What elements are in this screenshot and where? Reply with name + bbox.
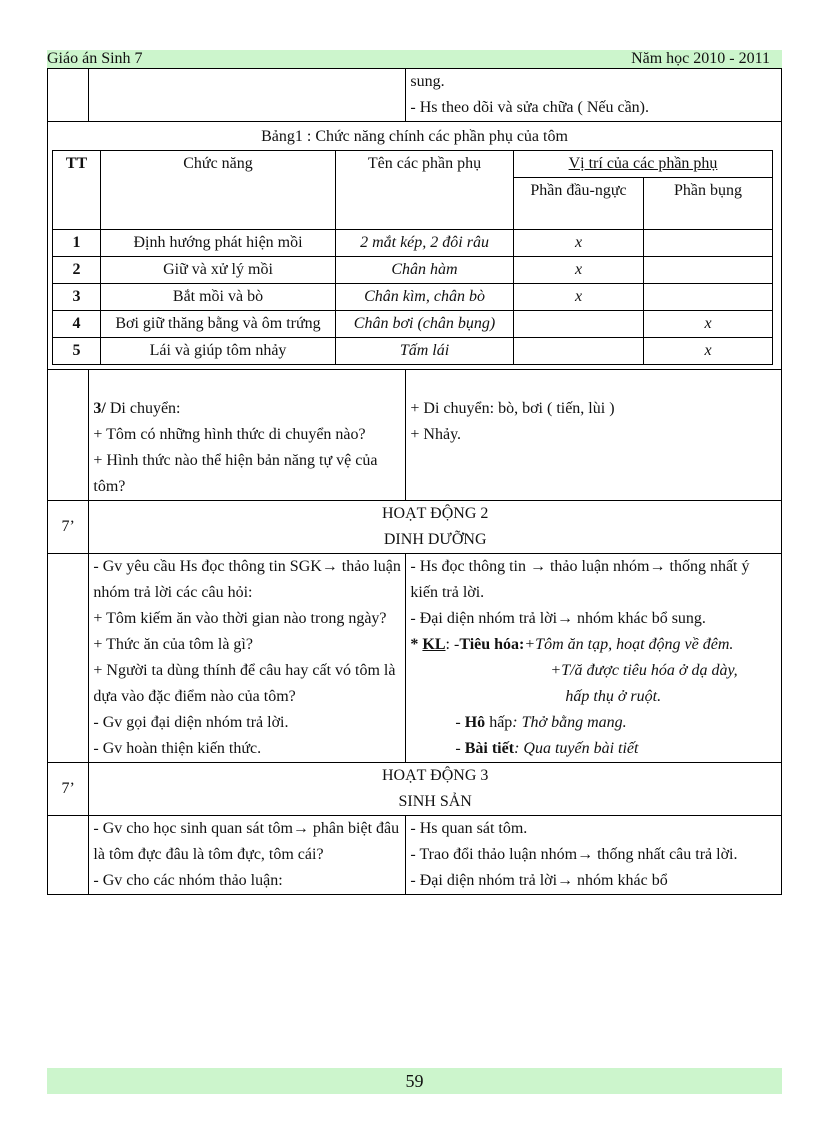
- col-head: Phần đầu-ngực: [514, 178, 644, 230]
- table-row: [48, 69, 782, 122]
- page-footer: [47, 1068, 782, 1094]
- activity2-conclusion-3: hấp thụ ở ruột.: [565, 688, 662, 705]
- activity2-breathing: - Hô hấp: Thở bằng mang.: [455, 714, 627, 731]
- section3-q1: + Tôm có những hình thức di chuyển nào?: [93, 426, 366, 443]
- section3-q2: + Hình thức nào thể hiện bản năng tự vệ của tôm?: [93, 452, 378, 495]
- page-header: [47, 50, 782, 69]
- section3-heading: 3/ Di chuyển:: [93, 400, 181, 417]
- activity2-teacher-5: - Gv gọi đại diện nhóm trả lời.: [93, 714, 289, 731]
- lesson-table: [47, 68, 782, 895]
- activity3-teacher-1: - Gv cho học sinh quan sát tôm→ phân biệt đâu là tôm đực đâu là tôm đực, tôm cái?: [93, 820, 400, 863]
- table-row: [48, 763, 782, 816]
- table-row: 1 Định hướng phát hiện mồi 2 mắt kép, 2 đôi râu x: [53, 230, 773, 257]
- page-number: 59: [405, 1071, 424, 1091]
- top-line-2: - Hs theo dõi và sửa chữa ( Nếu cần).: [410, 99, 649, 116]
- table-row: 3 Bắt mồi và bò Chân kìm, chân bò x: [53, 284, 773, 311]
- activity2-teacher-2: + Tôm kiếm ăn vào thời gian nào trong ngày?: [93, 610, 387, 627]
- table-row: [48, 501, 782, 554]
- activity3-student-1: - Hs quan sát tôm.: [410, 820, 528, 837]
- activity3-title: HOẠT ĐỘNG 3: [382, 767, 489, 784]
- activity2-teacher-6: - Gv hoàn thiện kiến thức.: [93, 740, 262, 757]
- activity2-title: HOẠT ĐỘNG 2: [382, 505, 489, 522]
- activity3-teacher-2: - Gv cho các nhóm thảo luận:: [93, 872, 283, 889]
- section3-a2: + Nhảy.: [410, 426, 462, 443]
- table-row: [48, 370, 782, 501]
- header-left: Giáo án Sinh 7: [47, 50, 143, 67]
- activity2-time: 7’: [48, 501, 89, 554]
- top-line-1: sung.: [410, 73, 445, 90]
- activity2-teacher-1: - Gv yêu cầu Hs đọc thông tin SGK→ thảo luận nhóm trả lời các câu hỏi:: [93, 558, 401, 601]
- table-row: [48, 554, 782, 763]
- function-table: [52, 150, 773, 365]
- header-right: Năm học 2010 - 2011: [631, 50, 770, 67]
- table-row: 4 Bơi giữ thăng bằng và ôm trứng Chân bơi (chân bụng) x: [53, 311, 773, 338]
- section3-a1: + Di chuyển: bò, bơi ( tiến, lùi ): [410, 400, 615, 417]
- col-position: Vị trí của các phần phụ: [514, 151, 773, 178]
- col-function: Chức năng: [101, 151, 336, 230]
- activity3-time: 7’: [48, 763, 89, 816]
- activity2-teacher-3: + Thức ăn của tôm là gì?: [93, 636, 253, 653]
- activity2-excretion: - Bài tiết: Qua tuyến bài tiết: [455, 740, 639, 757]
- table1-title: Bảng1 : Chức năng chính các phần phụ của tôm: [261, 128, 568, 145]
- activity3-subtitle: SINH SẢN: [398, 793, 472, 810]
- activity3-student-2: - Trao đổi thảo luận nhóm→ thống nhất câu trả lời.: [410, 846, 738, 863]
- table1-block: [48, 122, 782, 370]
- col-parts: Tên các phần phụ: [336, 151, 514, 230]
- table-row: 2 Giữ và xử lý mồi Chân hàm x: [53, 257, 773, 284]
- col-abdomen: Phần bụng: [644, 178, 773, 230]
- activity2-teacher-4: + Người ta dùng thính để câu hay cất vó tôm là dựa vào đặc điểm nào của tôm?: [93, 662, 396, 705]
- table-row: [48, 816, 782, 895]
- activity2-conclusion: * KL: -Tiêu hóa:+Tôm ăn tạp, hoạt động về đêm.: [410, 636, 734, 653]
- activity3-student-3: - Đại diện nhóm trả lời→ nhóm khác bổ: [410, 872, 668, 889]
- col-tt: TT: [53, 151, 101, 230]
- activity2-student-2: - Đại diện nhóm trả lời→ nhóm khác bổ sung.: [410, 610, 706, 627]
- activity2-conclusion-2: +T/ă được tiêu hóa ở dạ dày,: [550, 662, 738, 679]
- table-row: 5 Lái và giúp tôm nhảy Tấm lái x: [53, 338, 773, 365]
- activity2-subtitle: DINH DƯỠNG: [383, 531, 487, 548]
- activity2-student-1: - Hs đọc thông tin → thảo luận nhóm→ thống nhất ý kiến trả lời.: [410, 558, 750, 601]
